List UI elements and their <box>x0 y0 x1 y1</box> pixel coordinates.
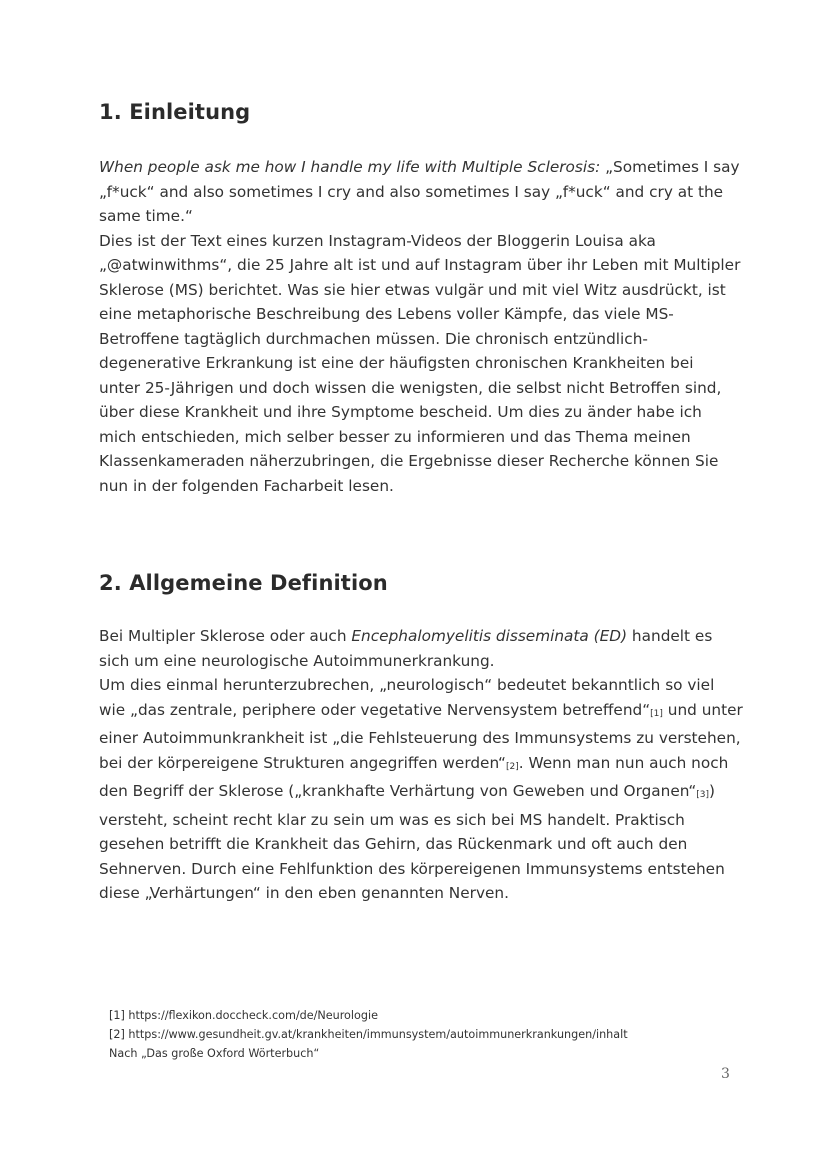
text-segment: „f*uck“ and also sometimes I cry and also sometimes I say „f*uck“ and cry at the <box>99 182 724 201</box>
text-line <box>99 881 739 906</box>
text-segment: Klassenkameraden näherzubringen, die Ergebnisse dieser Recherche können Sie <box>99 452 719 470</box>
text-line <box>99 204 739 229</box>
footnote-reference: [1] <box>650 708 663 719</box>
text-line <box>99 376 739 401</box>
text-line <box>99 698 743 727</box>
text-line <box>99 327 739 352</box>
section-heading-definition: 2. Allgemeine Definition <box>99 571 388 595</box>
text-line <box>99 474 739 499</box>
text-segment: bei der körpereigene Strukturen angegriffen werden“ <box>99 753 506 772</box>
text-segment: ) <box>709 782 716 800</box>
text-segment: Um dies einmal herunterzubrechen, „neurologisch“ bedeutet bekanntlich so viel <box>99 676 715 694</box>
text-segment: same time.“ <box>99 207 193 225</box>
text-segment: wie „das zentrale, periphere oder vegetative Nervensystem betreffend“ <box>99 700 651 719</box>
text-segment: unter 25-Jährigen und doch wissen die wenigsten, die selbst nicht Betroffen sind, <box>99 378 722 397</box>
footnote-reference: [3] <box>696 790 710 800</box>
text-segment: mich entschieden, mich selber besser zu informieren und das Thema meinen <box>99 427 691 446</box>
footnote-reference: [2] <box>505 761 519 772</box>
text-segment: gesehen betrifft die Krankheit das Gehirn, das Rückenmark und oft auch den <box>99 835 688 853</box>
text-line <box>99 351 739 376</box>
text-line <box>99 857 739 882</box>
text-line <box>99 302 739 327</box>
text-line <box>99 832 739 857</box>
text-line <box>99 673 739 698</box>
text-segment: nun in der folgenden Facharbeit lesen. <box>99 476 394 495</box>
paragraph-definition <box>99 624 743 906</box>
text-line <box>99 624 739 649</box>
text-line <box>99 253 739 278</box>
text-segment: sich um eine neurologische Autoimmunerkrankung. <box>99 651 495 670</box>
text-segment: einer Autoimmunkrankheit ist „die Fehlsteuerung des Immunsystems zu verstehen, <box>99 729 741 747</box>
text-segment: degenerative Erkrankung ist eine der häufigsten chronischen Krankheiten bei <box>99 354 694 372</box>
text-line <box>99 649 739 674</box>
text-segment: Sklerose (MS) berichtet. Was sie hier etwas vulgär und mit viel Witz ausdrückt, ist <box>99 280 726 299</box>
text-segment: „@atwinwithms“, die 25 Jahre alt ist und auf Instagram über ihr Leben mit Multipler <box>99 256 741 274</box>
text-segment: diese „Verhärtungen“ in den eben genannten Nerven. <box>99 884 509 902</box>
text-line <box>99 726 739 751</box>
text-segment: und unter <box>662 700 743 719</box>
text-line <box>99 180 739 205</box>
paragraph-einleitung <box>99 155 739 498</box>
footnote-3: Nach „Das große Oxford Wörterbuch“ <box>109 1047 320 1060</box>
text-segment: über diese Krankheit und ihre Symptome bescheid. Um dies zu änder habe ich <box>99 403 702 421</box>
footnotes <box>109 1006 628 1063</box>
text-segment: Sehnerven. Durch eine Fehlfunktion des körpereigenen Immunsystems entstehen <box>99 859 725 878</box>
text-segment: Bei Multipler Sklerose oder auch <box>99 627 352 645</box>
text-segment: Encephalomyelitis disseminata (ED) <box>351 627 628 645</box>
text-line <box>99 751 739 780</box>
text-segment: When people ask me how I handle my life with Multiple Sclerosis: <box>99 158 601 176</box>
text-line <box>99 229 739 254</box>
text-line <box>99 400 739 425</box>
footnote-1: [1] https://flexikon.doccheck.com/de/Neurologie <box>109 1009 378 1022</box>
text-line <box>99 779 739 808</box>
text-line <box>99 155 739 180</box>
page-number: 3 <box>721 1066 730 1082</box>
footnote-2: [2] https://www.gesundheit.gv.at/krankheiten/immunsystem/autoimmunerkrankungen/inhalt <box>109 1028 628 1041</box>
text-line <box>99 425 739 450</box>
text-segment: „Sometimes I say <box>600 158 740 176</box>
section-heading-einleitung: 1. Einleitung <box>99 100 251 124</box>
text-segment: versteht, scheint recht klar zu sein um was es sich bei MS handelt. Praktisch <box>99 810 685 829</box>
text-segment: den Begriff der Sklerose („krankhafte Verhärtung von Geweben und Organen“ <box>99 782 697 800</box>
text-line <box>99 449 739 474</box>
text-line <box>99 808 739 833</box>
text-segment: handelt es <box>627 627 713 645</box>
text-segment: . Wenn man nun auch noch <box>518 753 729 772</box>
text-line <box>99 278 739 303</box>
text-segment: eine metaphorische Beschreibung des Lebens voller Kämpfe, das viele MS- <box>99 305 674 323</box>
text-segment: Dies ist der Text eines kurzen Instagram-Videos der Bloggerin Louisa aka <box>99 231 656 250</box>
text-segment: Betroffene tagtäglich durchmachen müssen. Die chronisch entzündlich- <box>99 329 648 348</box>
